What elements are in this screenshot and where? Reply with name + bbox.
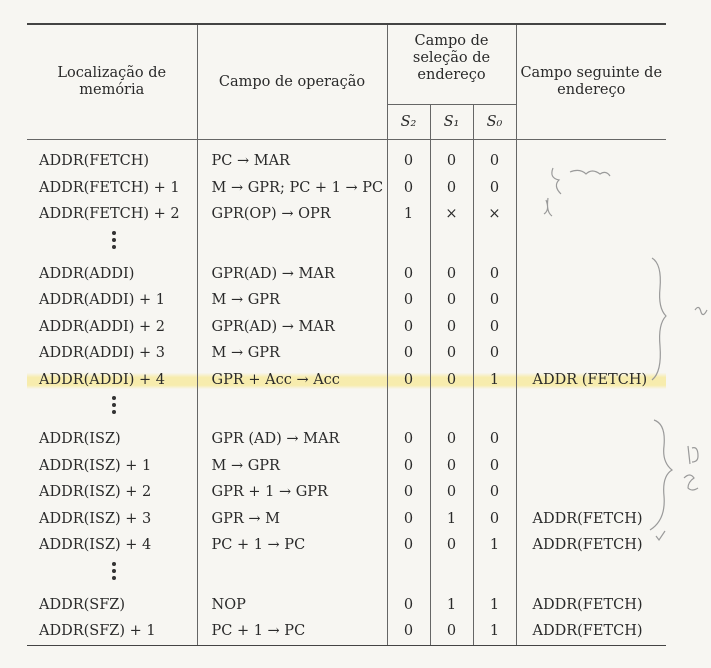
pencil-mark-addi <box>695 307 707 314</box>
header-s0: S₀ <box>473 105 516 140</box>
row-next: ADDR(FETCH) <box>516 506 666 533</box>
row-s0: × <box>473 201 516 228</box>
row-s2: 0 <box>387 367 430 394</box>
row-s1: 1 <box>430 506 473 533</box>
row-location: ADDR(SFZ) + 1 <box>27 618 197 645</box>
row-next <box>516 314 666 341</box>
table-row <box>27 340 666 367</box>
row-operation: GPR + 1 → GPR <box>197 479 387 506</box>
row-operation: GPR + Acc → Acc <box>197 367 387 394</box>
row-s0: 0 <box>473 261 516 288</box>
row-next <box>516 140 666 175</box>
row-location: ADDR(ISZ) + 4 <box>39 537 152 554</box>
row-operation: GPR(AD) → MAR <box>197 314 387 341</box>
table-row <box>27 426 666 453</box>
row-s2: 0 <box>387 592 430 619</box>
header-next: Campo seguinte de endereço <box>516 24 666 140</box>
row-s1: 0 <box>430 261 473 288</box>
row-operation: PC + 1 → PC <box>197 532 387 559</box>
row-next <box>516 340 666 367</box>
row-s2: 0 <box>387 287 430 314</box>
row-next: ADDR(FETCH) <box>516 618 666 645</box>
ellipsis-row <box>27 559 666 592</box>
table-row <box>27 314 666 341</box>
table-row <box>27 592 666 619</box>
row-location: ADDR(FETCH) <box>39 153 150 170</box>
table-body <box>27 140 666 646</box>
row-s1: 0 <box>430 314 473 341</box>
row-s0: 1 <box>473 592 516 619</box>
row-s0: 0 <box>473 314 516 341</box>
row-operation: GPR(OP) → OPR <box>197 201 387 228</box>
row-s1: 0 <box>430 479 473 506</box>
row-location: ADDR(ADDI) <box>39 265 135 282</box>
table-row <box>27 261 666 288</box>
table-row <box>27 506 666 533</box>
vertical-ellipsis-icon <box>112 228 118 252</box>
microprogram-table <box>27 23 666 646</box>
row-next <box>516 201 666 228</box>
row-s1: 0 <box>430 287 473 314</box>
row-s1: 0 <box>430 453 473 480</box>
row-operation: PC + 1 → PC <box>197 618 387 645</box>
row-operation: GPR(AD) → MAR <box>197 261 387 288</box>
table-row <box>27 453 666 480</box>
row-s2: 0 <box>387 506 430 533</box>
table-row-highlighted <box>27 367 666 394</box>
row-operation: M → GPR <box>197 340 387 367</box>
vertical-ellipsis-icon <box>112 393 118 417</box>
row-s0: 1 <box>473 532 516 559</box>
row-next <box>516 261 666 288</box>
row-location: ADDR(ADDI) + 1 <box>39 292 165 309</box>
vertical-ellipsis-icon <box>112 559 118 583</box>
row-next: ADDR(FETCH) <box>516 532 666 559</box>
row-next <box>516 426 666 453</box>
table-row <box>27 287 666 314</box>
row-location: ADDR(ISZ) <box>39 431 121 448</box>
header-s2: S₂ <box>387 105 430 140</box>
row-location: ADDR(ADDI) + 2 <box>39 318 165 335</box>
row-next <box>516 453 666 480</box>
row-location: ADDR(FETCH) + 1 <box>39 179 180 196</box>
table-row <box>27 618 666 645</box>
header-operation: Campo de operação <box>197 24 387 140</box>
row-s0: 0 <box>473 506 516 533</box>
row-s0: 0 <box>473 140 516 175</box>
row-location: ADDR(SFZ) <box>39 596 126 613</box>
row-s1: 0 <box>430 532 473 559</box>
row-location: ADDR(ISZ) + 2 <box>39 484 152 501</box>
row-location: ADDR(ADDI) + 4 <box>27 367 197 394</box>
row-operation: NOP <box>197 592 387 619</box>
header-location: Localização de memória <box>27 24 197 140</box>
row-location: ADDR(ISZ) + 1 <box>39 457 152 474</box>
row-s1: 0 <box>430 367 473 394</box>
row-operation: M → GPR <box>197 287 387 314</box>
row-next: ADDR (FETCH) <box>516 367 666 394</box>
row-s1: 0 <box>430 140 473 175</box>
row-s2: 0 <box>387 453 430 480</box>
row-operation: GPR (AD) → MAR <box>197 426 387 453</box>
row-s0: 1 <box>473 618 516 645</box>
table-row <box>27 140 666 175</box>
ellipsis-row <box>27 228 666 261</box>
table-row <box>27 175 666 202</box>
row-s1: 0 <box>430 618 473 645</box>
row-s1: 1 <box>430 592 473 619</box>
row-location: ADDR(ISZ) + 3 <box>39 510 152 527</box>
row-s2: 0 <box>387 140 430 175</box>
row-s2: 0 <box>387 261 430 288</box>
row-operation: M → GPR; PC + 1 → PC <box>197 175 387 202</box>
row-s2: 1 <box>387 201 430 228</box>
row-s2: 0 <box>387 340 430 367</box>
header-selection: Campo de seleção de endereço <box>387 24 516 105</box>
row-s1: × <box>430 201 473 228</box>
table-row <box>27 201 666 228</box>
row-s0: 1 <box>473 367 516 394</box>
pencil-mark-isz <box>684 446 698 490</box>
row-s1: 0 <box>430 340 473 367</box>
row-s1: 0 <box>430 175 473 202</box>
row-operation: GPR → M <box>197 506 387 533</box>
row-s2: 0 <box>387 314 430 341</box>
row-next <box>516 287 666 314</box>
table-row <box>27 479 666 506</box>
row-s1: 0 <box>430 426 473 453</box>
row-next <box>516 479 666 506</box>
row-s2: 0 <box>387 532 430 559</box>
header-s1: S₁ <box>430 105 473 140</box>
row-s2: 0 <box>387 426 430 453</box>
row-s2: 0 <box>387 175 430 202</box>
row-s2: 0 <box>387 479 430 506</box>
row-operation: M → GPR <box>197 453 387 480</box>
row-next: ADDR(FETCH) <box>516 592 666 619</box>
row-s2: 0 <box>387 618 430 645</box>
row-location: ADDR(FETCH) + 2 <box>39 206 180 223</box>
row-s0: 0 <box>473 340 516 367</box>
ellipsis-row <box>27 393 666 426</box>
row-s0: 0 <box>473 175 516 202</box>
row-location: ADDR(ADDI) + 3 <box>39 345 165 362</box>
row-s0: 0 <box>473 426 516 453</box>
row-operation: PC → MAR <box>197 140 387 175</box>
row-next <box>516 175 666 202</box>
row-s0: 0 <box>473 479 516 506</box>
row-s0: 0 <box>473 287 516 314</box>
table-row <box>27 532 666 559</box>
row-s0: 0 <box>473 453 516 480</box>
